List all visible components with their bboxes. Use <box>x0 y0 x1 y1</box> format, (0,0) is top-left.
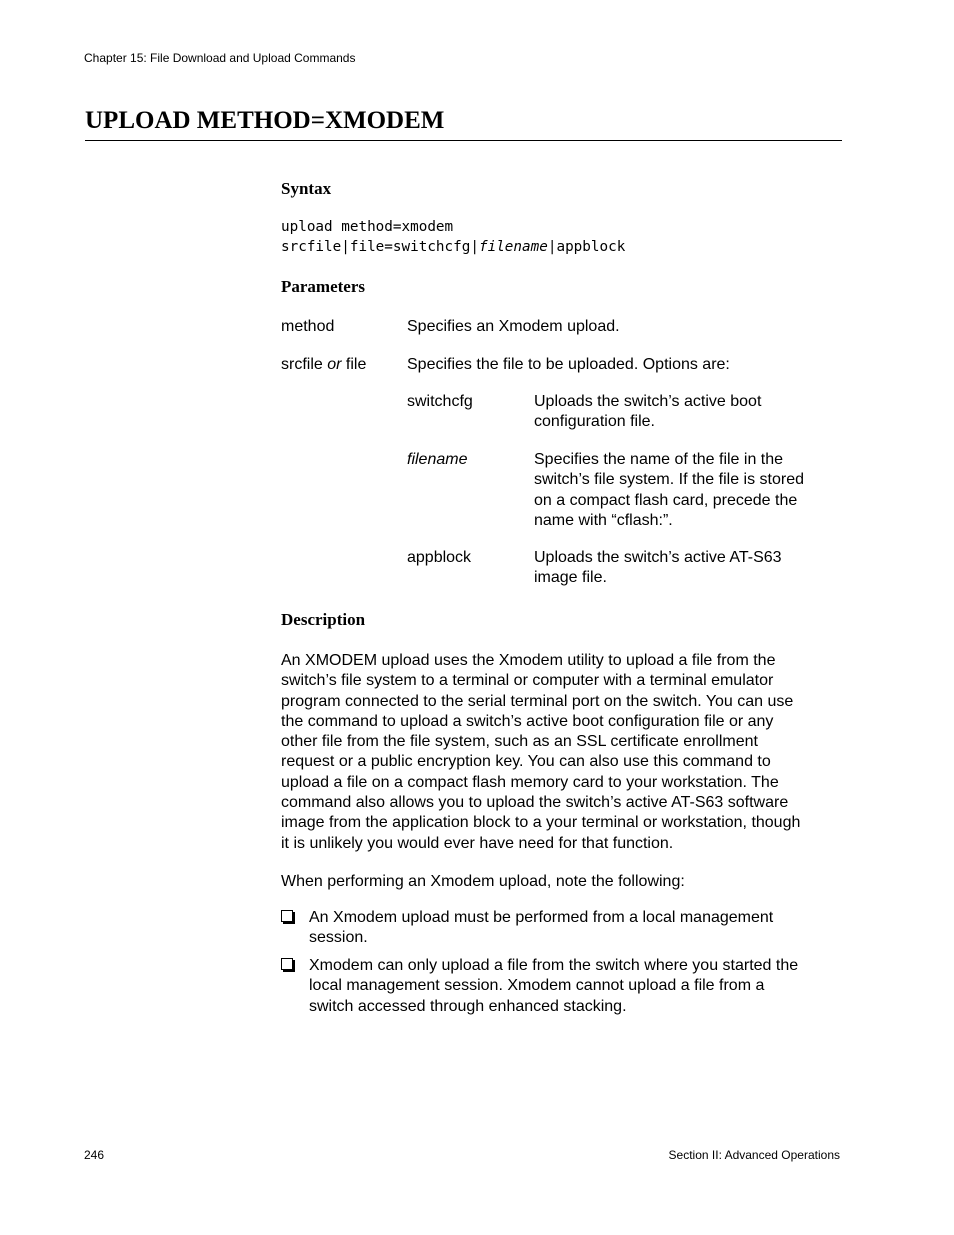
option-appblock-desc-line: Uploads the switch’s active AT-S63 <box>534 549 782 566</box>
description-line: An XMODEM upload uses the Xmodem utility to upload a file from the <box>281 652 776 669</box>
syntax-heading: Syntax <box>281 179 332 198</box>
bullet-text <box>309 956 839 1017</box>
option-filename-desc-line: on a compact flash card, precede the <box>534 491 798 509</box>
option-filename-desc-line: switch’s file system. If the file is stored <box>534 471 805 489</box>
bullet-line: switch accessed through enhanced stacking. <box>309 997 627 1015</box>
description-line: other file from the file system, such as an SSL certificate enrollment <box>281 733 758 751</box>
option-switchcfg-name: switchcfg <box>407 393 473 410</box>
checkbox-bullet-icon <box>281 958 293 970</box>
bullet-line: local management session. Xmodem cannot upload a file from a <box>309 977 765 995</box>
description-line: command also allows you to upload the switch’s active AT-S63 software <box>281 794 789 812</box>
description-line: program connected to the serial terminal port on the switch. You can use <box>281 692 794 710</box>
bullet-line: session. <box>309 929 368 947</box>
param-method-name: method <box>281 318 335 335</box>
running-footer: Section II: Advanced Operations <box>668 1148 840 1162</box>
parameters-heading: Parameters <box>281 277 366 296</box>
syntax-filename-arg: filename <box>478 239 548 255</box>
option-switchcfg-desc <box>534 392 834 433</box>
page-number: 246 <box>84 1148 105 1162</box>
param-srcfile-or: or <box>327 356 342 373</box>
checkbox-bullet-icon <box>281 910 293 922</box>
description-line: it is unlikely you would ever have need for that function. <box>281 834 674 852</box>
description-line: upload a file on a compact flash memory card to your workstation. The <box>281 773 779 791</box>
page-title: UPLOAD METHOD=XMODEM <box>85 106 842 141</box>
option-filename-name: filename <box>407 451 468 468</box>
option-filename-desc-line: name with “cflash:”. <box>534 511 673 529</box>
param-srcfile-name-b: file <box>341 356 367 373</box>
bullet-text <box>309 908 839 949</box>
option-appblock-name: appblock <box>407 549 472 566</box>
syntax-line-1: upload method=xmodem <box>281 219 454 235</box>
param-method-desc: Specifies an Xmodem upload. <box>407 318 620 335</box>
bullet-line: An Xmodem upload must be performed from a local management <box>309 909 774 926</box>
option-filename-desc <box>534 450 834 531</box>
option-switchcfg-desc-line: configuration file. <box>534 413 655 431</box>
option-switchcfg-desc-line: Uploads the switch’s active boot <box>534 393 762 410</box>
syntax-line-2 <box>281 237 625 257</box>
description-line: switch’s file system to a terminal or computer with a terminal emulator <box>281 672 774 690</box>
option-appblock-desc <box>534 548 834 589</box>
syntax-line-2-prefix: srcfile|file=switchcfg| <box>281 239 479 255</box>
description-line: the command to upload a switch’s active boot configuration file or any <box>281 712 774 730</box>
param-srcfile-desc: Specifies the file to be uploaded. Options are: <box>407 356 730 373</box>
description-line: request or a public encryption key. You can also use this command to <box>281 753 771 771</box>
syntax-line-2-suffix: |appblock <box>547 239 626 255</box>
option-filename-desc-line: Specifies the name of the file in the <box>534 451 784 468</box>
param-srcfile-name-a: srcfile <box>281 356 328 373</box>
bullet-line: Xmodem can only upload a file from the switch where you started the <box>309 957 799 974</box>
syntax-code <box>281 217 625 257</box>
running-header: Chapter 15: File Download and Upload Commands <box>84 51 356 65</box>
param-srcfile-name <box>281 355 366 375</box>
note-intro: When performing an Xmodem upload, note the following: <box>281 873 685 890</box>
description-heading: Description <box>281 610 366 629</box>
description-paragraph <box>281 651 841 854</box>
option-appblock-desc-line: image file. <box>534 569 607 587</box>
description-line: image from the application block to a your terminal or workstation, though <box>281 814 801 832</box>
